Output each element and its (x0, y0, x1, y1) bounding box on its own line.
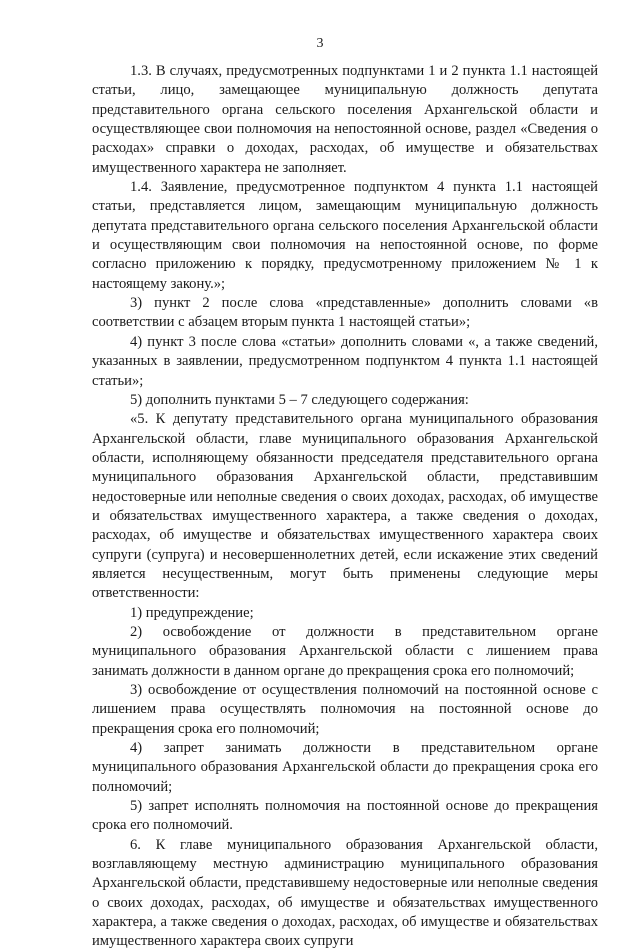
page-number: 3 (316, 36, 324, 51)
amendment-item-4: 4) пункт 3 после слова «статьи» дополнить словами «, а также сведений, указанных в заявлении, предусмотренном подпунктом 4 пункта 1.1 настоящей статьи»; (92, 333, 598, 389)
list-item-release: 3) освобождение от осуществления полномочий на постоянной основе с лишением права осуществлять полномочия на постоянной основе до прекращения срока его полномочий; (92, 682, 598, 737)
amendment-item-3: 3) пункт 2 после слова «представленные» дополнить словами «в соответствии с абзацем вторым пункта 1 настоящей статьи»; (92, 295, 598, 331)
list-item-ban-permanent: 5) запрет исполнять полномочия на постоянной основе до прекращения срока его полномочий. (92, 798, 598, 834)
list-item-warning: 1) предупреждение; (130, 604, 254, 621)
list-item-ban-positions: 4) запрет занимать должности в представительном органе муниципального образования Архангельской области до прекращения срока его полномочий; (92, 740, 598, 795)
paragraph-1-4: 1.4. Заявление, предусмотренное подпунктом 4 пункта 1.1 настоящей статьи, представляется лицом, замещающим муниципальную должность депутата представительного органа сельского поселения Архангельской области и осуществляющим свои полномочия на непостоянной основе, по форме согласно приложению к порядку, предусмотренному приложением № 1 к настоящему закону.»; (92, 179, 598, 292)
document-body (92, 62, 598, 952)
paragraph-5: «5. К депутату представительного органа муниципального образования Архангельской области, главе муниципального образования Архангельской области, исполняющему обязанности председателя представительного органа муниципального образования Архангельской области, представившим недостоверные или неполные сведения о своих доходах, расходах, об имуществе и обязательствах имущественного характера, а также сведения о доходах, расходах, об имуществе и обязательствах имущественного характера своих супруги (супруга) и несовершеннолетних детей, если искажение этих сведений является несущественным, могут быть применены следующие меры ответственности: (92, 411, 598, 602)
paragraph-6: 6. К главе муниципального образования Архангельской области, возглавляющему местную администрацию муниципального образования Архангельской области, представившему недостоверные или неполные сведения о своих доходах, расходах, об имуществе и обязательствах имущественного характера, а также сведения о доходах, расходах, об имуществе и обязательствах имущественного характера своих супруги (92, 836, 598, 950)
list-item-dismissal: 2) освобождение от должности в представительном органе муниципального образования Архангельской области с лишением права занимать должности в данном органе до прекращения срока его полномочий; (92, 623, 598, 679)
paragraph-1-3: 1.3. В случаях, предусмотренных подпунктами 1 и 2 пункта 1.1 настоящей статьи, лицо, замещающее муниципальную должность депутата представительного органа сельского поселения Архангельской области и осуществляющее свои полномочия на непостоянной основе, раздел «Сведения о расходах» справки о доходах, расходах, об имуществе и обязательствах имущественного характера не заполняет. (92, 63, 598, 176)
amendment-item-5: 5) дополнить пунктами 5 – 7 следующего содержания: (130, 391, 469, 408)
